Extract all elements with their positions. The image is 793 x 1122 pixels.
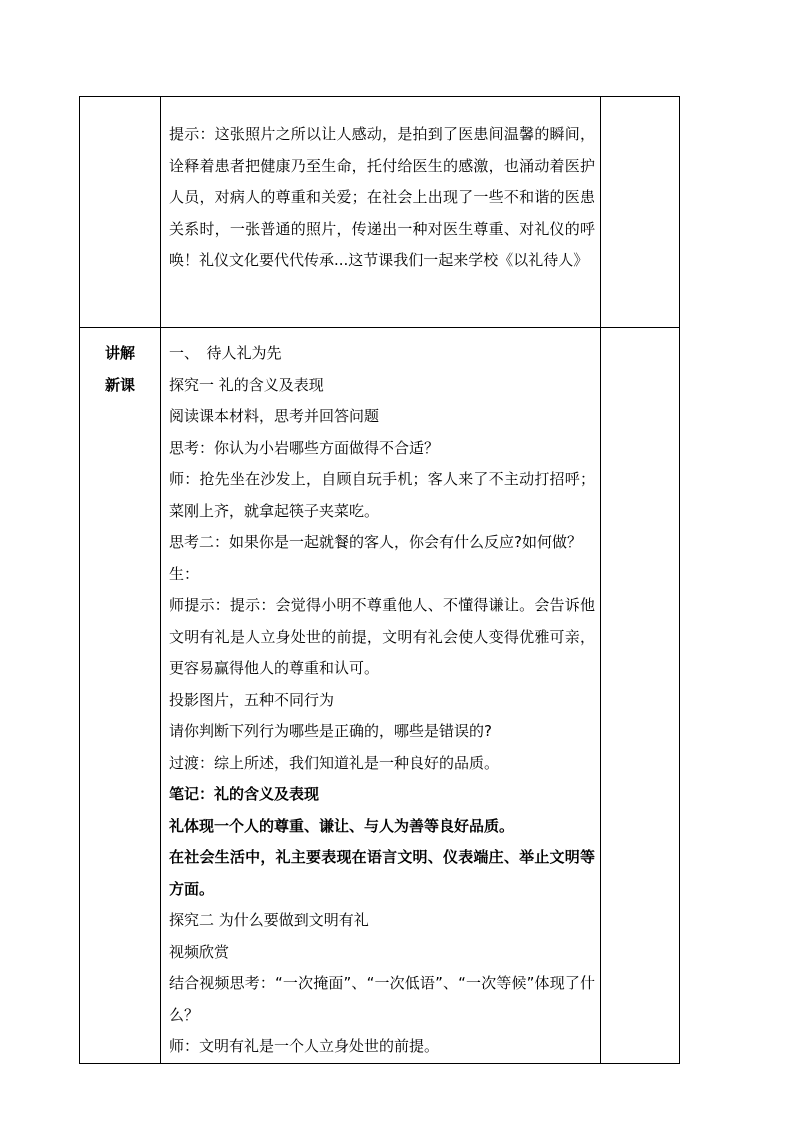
intro-label-cell — [80, 97, 161, 328]
lecture-content-cell — [161, 328, 601, 1064]
intro-notes-cell — [601, 97, 680, 328]
lecture-label-cell — [80, 328, 161, 1064]
video-think-question: 结合视频思考：“一次掩面”、“一次低语”、“一次等候”体现了什么？ — [169, 974, 595, 1024]
teacher2-answer: 师：文明有礼是一个人立身处世的前提。 — [169, 1037, 440, 1055]
lecture-label-line1: 讲解 — [104, 344, 135, 362]
lecture-notes-cell — [601, 328, 680, 1064]
projection-text: 投影图片，五种不同行为 — [169, 690, 335, 709]
section-heading: 一、 待人礼为先 — [169, 344, 282, 362]
student-answer: 生： — [169, 564, 200, 583]
explore2-title: 探究二 为什么要做到文明有礼 — [169, 911, 369, 929]
lecture-label-line2: 新课 — [104, 375, 135, 394]
teacher-hint: 师提示：提示：会觉得小明不尊重他人、不懂得谦让。会告诉他文明有礼是人立身处世的前提，文明有礼会使人变得优雅可亲，更容易赢得他人的尊重和认可。 — [169, 596, 595, 677]
explore1-title: 探究一 礼的含义及表现 — [169, 375, 324, 394]
intro-content-cell — [161, 97, 601, 328]
lecture-row — [80, 328, 680, 1064]
read-instruction: 阅读课本材料，思考并回答问题 — [169, 407, 380, 425]
think2-question: 思考二：如果你是一起就餐的客人，你会有什么反应?如何做？ — [169, 533, 582, 551]
intro-row — [80, 97, 680, 328]
intro-hint-text: 提示：这张照片之所以让人感动，是拍到了医患间温馨的瞬间，诠释着患者把健康乃至生命，托付给医生的感激，也涌动着医护人员，对病人的尊重和关爱；在社会上出现了一些不和谐的医患关系时，一张普通的照片，传递出一种对医生尊重、对礼仪的呼唤！礼仪文化要代代传承...这节课我们一起来学校《以礼待人》 — [169, 125, 595, 269]
teacher1-answer: 师：抢先坐在沙发上，自顾自玩手机；客人来了不主动打招呼；菜刚上齐，就拿起筷子夹菜吃。 — [169, 470, 595, 520]
video-text: 视频欣赏 — [169, 942, 230, 961]
lesson-plan-table — [79, 96, 680, 1064]
transition-text: 过渡：综上所述，我们知道礼是一种良好的品质。 — [169, 753, 500, 772]
judge-question: 请你判断下列行为哪些是正确的，哪些是错误的? — [169, 722, 492, 740]
notes-title: 笔记：礼的含义及表现 — [169, 785, 320, 803]
think1-question: 思考：你认为小岩哪些方面做得不合适？ — [169, 438, 440, 457]
notes-line1: 礼体现一个人的尊重、谦让、与人为善等良好品质。 — [169, 816, 515, 835]
notes-line2: 在社会生活中，礼主要表现在语言文明、仪表端庄、举止文明等方面。 — [169, 848, 595, 898]
